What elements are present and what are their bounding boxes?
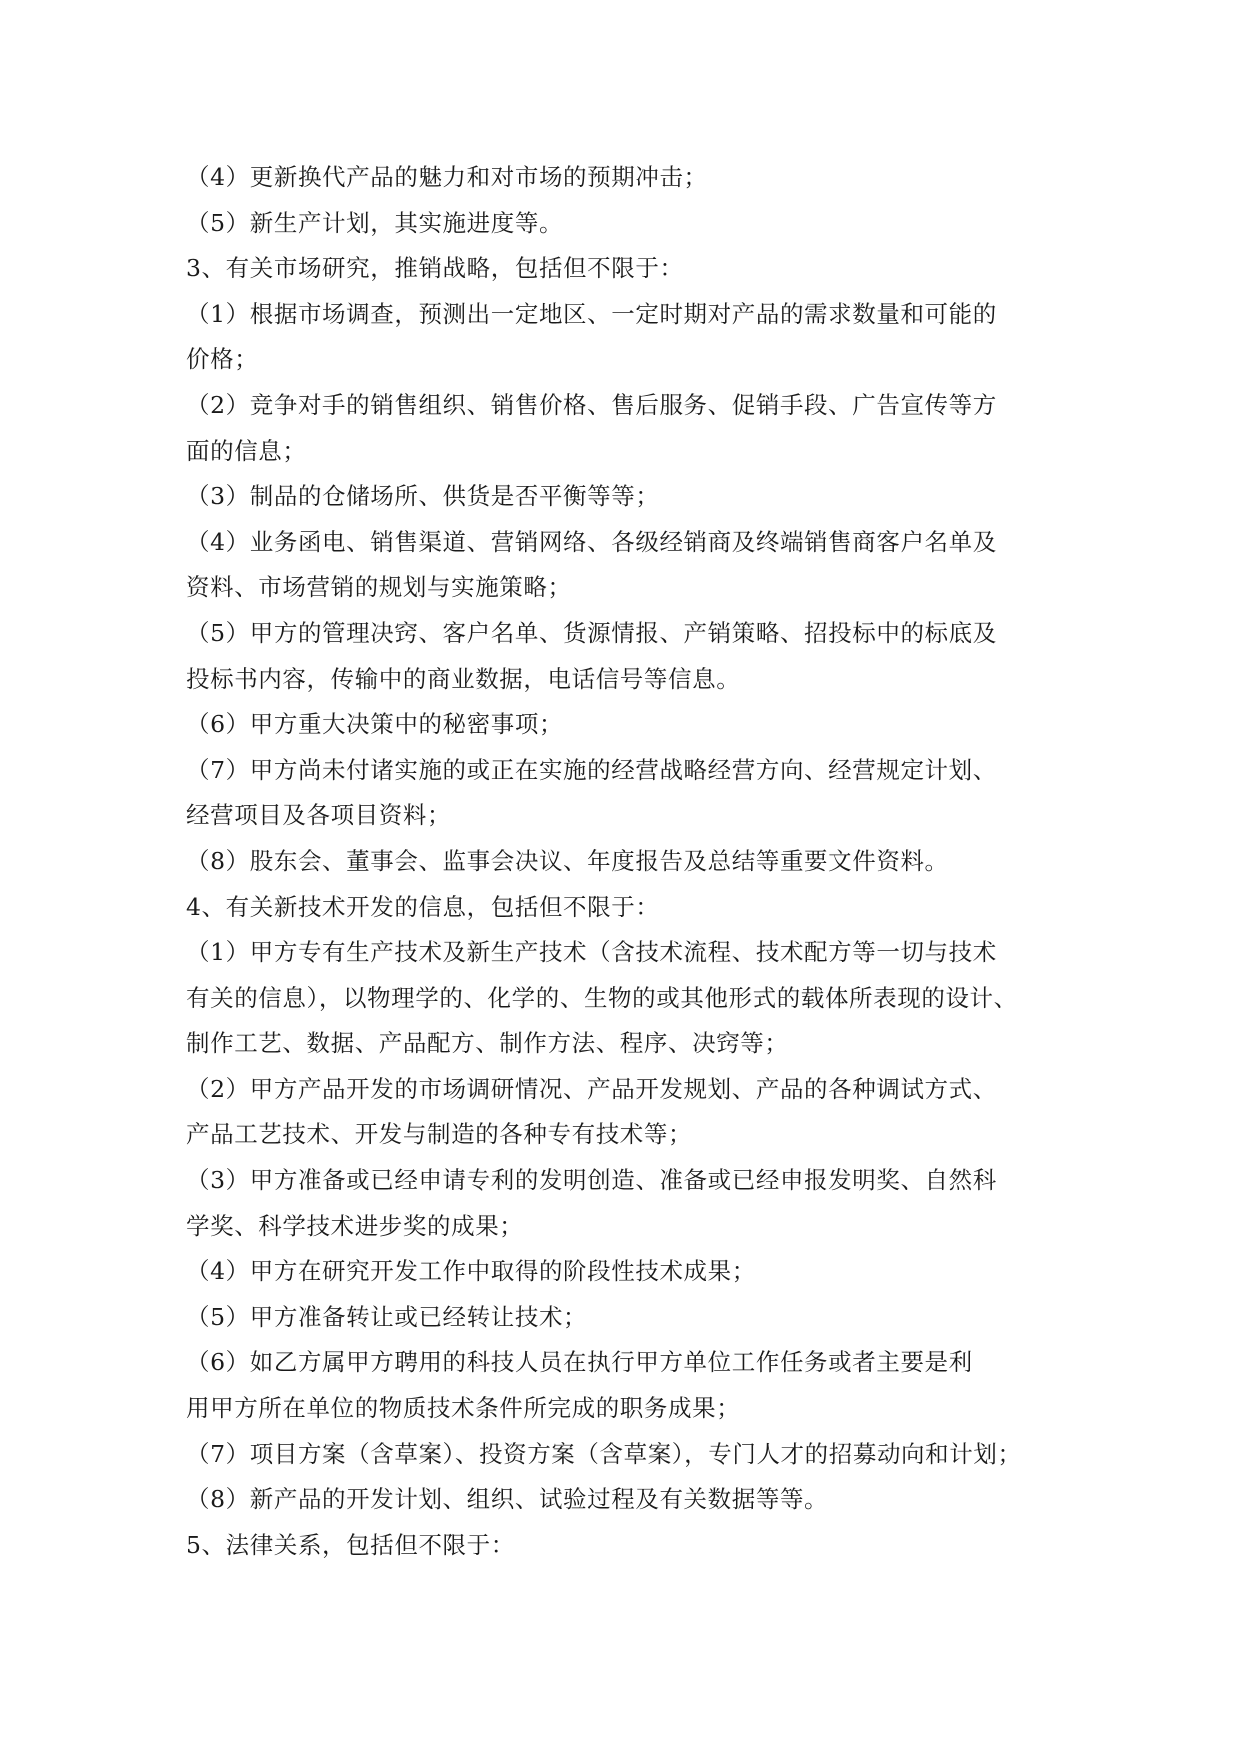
text-line: 产品工艺技术、开发与制造的各种专有技术等； [186, 1120, 693, 1149]
text-line: （8）股东会、董事会、监事会决议、年度报告及总结等重要文件资料。 [186, 846, 949, 875]
text-line: （5）甲方的管理决窍、客户名单、货源情报、产销策略、招投标中的标底及 [186, 618, 997, 647]
text-line: 制作工艺、数据、产品配方、制作方法、程序、决窍等； [186, 1029, 789, 1058]
section-heading: 3、有关市场研究，推销战略，包括但不限于： [186, 254, 684, 283]
text-line: 投标书内容，传输中的商业数据，电话信号等信息。 [186, 664, 741, 693]
text-line: （6）如乙方属甲方聘用的科技人员在执行甲方单位工作任务或者主要是利 [186, 1348, 973, 1377]
text-line: 用甲方所在单位的物质技术条件所完成的职务成果； [186, 1394, 741, 1423]
text-line: （4）甲方在研究开发工作中取得的阶段性技术成果； [186, 1257, 756, 1286]
section-heading: 4、有关新技术开发的信息，包括但不限于： [186, 892, 660, 921]
text-line: （1）甲方专有生产技术及新生产技术（含技术流程、技术配方等一切与技术 [186, 938, 997, 967]
text-line: 学奖、科学技术进步奖的成果； [186, 1211, 524, 1240]
text-line: （5）新生产计划，其实施进度等。 [186, 208, 564, 237]
text-line: （7）甲方尚未付诸实施的或正在实施的经营战略经营方向、经营规定计划、 [186, 755, 997, 784]
text-line: （3）甲方准备或已经申请专利的发明创造、准备或已经申报发明奖、自然科 [186, 1166, 997, 1195]
text-line: （2）甲方产品开发的市场调研情况、产品开发规划、产品的各种调试方式、 [186, 1074, 997, 1103]
text-line: 面的信息； [186, 436, 307, 465]
text-line: （8）新产品的开发计划、组织、试验过程及有关数据等等。 [186, 1485, 829, 1514]
document-body [186, 155, 1066, 1568]
text-line: （1）根据市场调查，预测出一定地区、一定时期对产品的需求数量和可能的 [186, 299, 997, 328]
text-line: 资料、市场营销的规划与实施策略； [186, 573, 572, 602]
text-line: （2）竞争对手的销售组织、销售价格、售后服务、促销手段、广告宣传等方 [186, 390, 997, 419]
text-line: 价格； [186, 345, 259, 374]
text-line: 有关的信息），以物理学的、化学的、生物的或其他形式的载体所表现的设计、 [186, 983, 1018, 1012]
text-line: （4）业务函电、销售渠道、营销网络、各级经销商及终端销售商客户名单及 [186, 527, 997, 556]
text-line: （6）甲方重大决策中的秘密事项； [186, 710, 564, 739]
text-line: （7）项目方案（含草案）、投资方案（含草案），专门人才的招募动向和计划； [186, 1439, 1022, 1468]
text-line: （3）制品的仓储场所、供货是否平衡等等； [186, 482, 660, 511]
text-line: （5）甲方准备转让或已经转让技术； [186, 1302, 588, 1331]
text-line: （4）更新换代产品的魅力和对市场的预期冲击； [186, 163, 708, 191]
text-line: 经营项目及各项目资料； [186, 801, 452, 830]
section-heading: 5、法律关系，包括但不限于： [186, 1530, 515, 1559]
